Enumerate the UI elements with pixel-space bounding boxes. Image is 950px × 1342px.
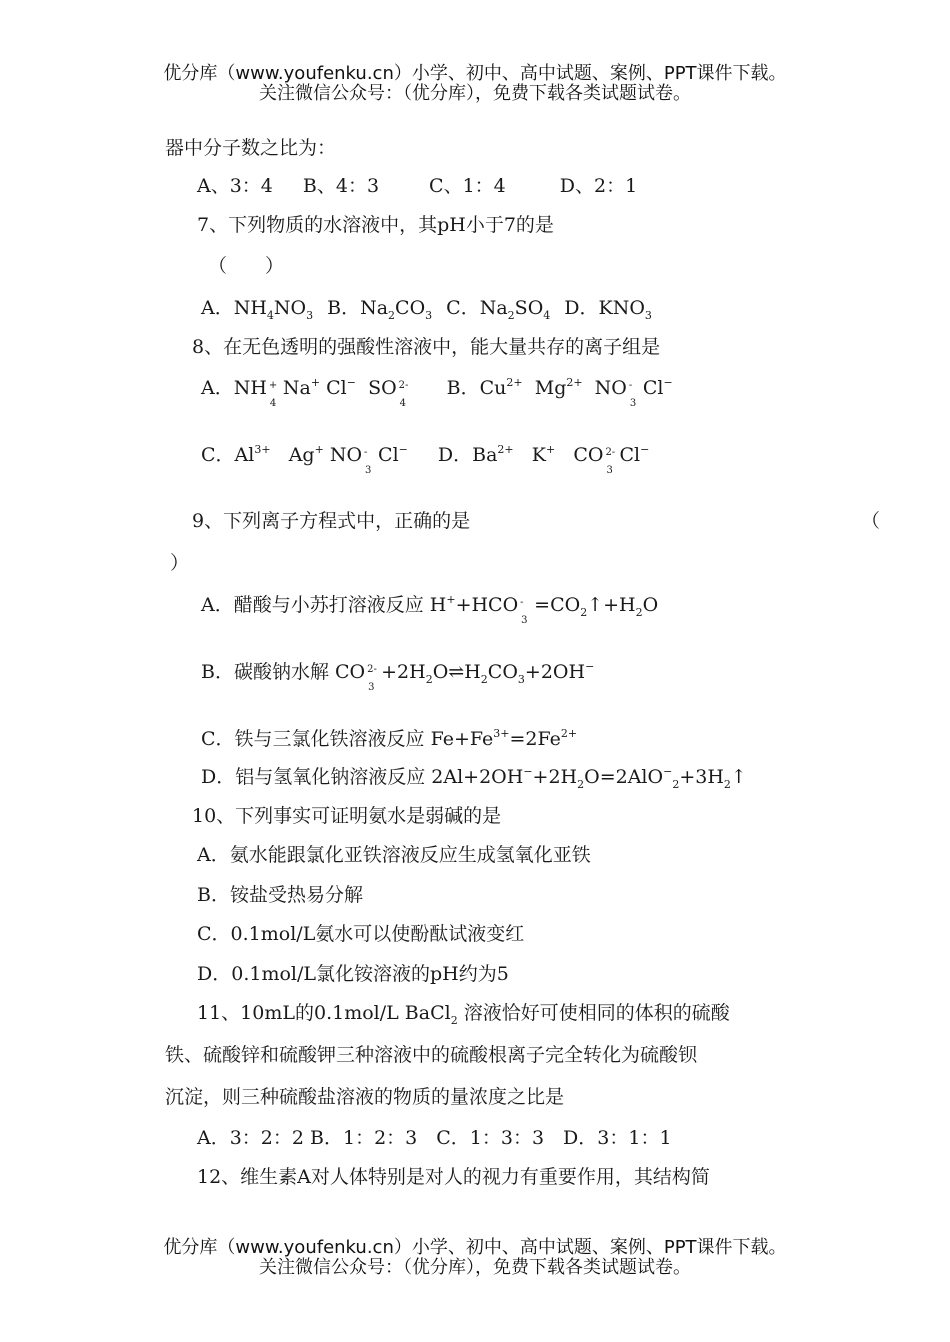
- header-line-2: 关注微信公众号：（优分库），免费下载各类试题试卷。: [259, 83, 691, 104]
- q9-paren-open: （: [861, 510, 881, 532]
- q8-option-b: B．$Cu^{2+}$ $Mg^{2+}$ NO - 3 Cl−: [446, 376, 673, 409]
- q8-options-ab: [201, 376, 673, 409]
- q9-paren-close: ）: [170, 552, 190, 574]
- q7-option-b: B．$Na_2CO_3$: [327, 297, 433, 322]
- q7-option-a: A．$NH_4NO_3$: [201, 297, 314, 322]
- q10-option-a: A．氨水能跟氯化亚铁溶液反应生成氢氧化亚铁: [197, 844, 591, 866]
- q11-line-2: 铁、硫酸锌和硫酸钾三种溶液中的硫酸根离子完全转化为硫酸钡: [165, 1044, 698, 1066]
- q9-option-d: D．铝与氢氧化钠溶液反应 $2Al+2OH^-+2H_2O=2AlO^-_2+3H_2↑$: [201, 765, 747, 791]
- q9-stem: 9、下列离子方程式中，正确的是: [192, 510, 471, 532]
- q11-line-1: 11、10mL的0.1mol/L BaCl$_2$ 溶液恰好可使相同的体积的硫酸: [197, 1002, 730, 1027]
- q10-option-b: B．铵盐受热易分解: [197, 884, 363, 906]
- footer-line-2: 关注微信公众号：（优分库），免费下载各类试题试卷。: [259, 1257, 691, 1278]
- q7-stem: 7、下列物质的水溶液中，其pH小于7的是: [197, 214, 554, 236]
- q6-options: [197, 174, 637, 198]
- q6-tail: 器中分子数之比为：: [165, 137, 337, 159]
- q6-option-d: D、2：1: [559, 175, 638, 197]
- q8-option-d: D．$Ba^{2+}$ K+ CO 2- 3 Cl−: [437, 443, 650, 476]
- q6-option-b: B、4：3: [302, 175, 380, 197]
- q7-answer-paren: （ ）: [208, 255, 285, 277]
- page-footer: [0, 1238, 950, 1278]
- header-line-1: 优分库（www.youfenku.cn）小学、初中、高中试题、案例、PPT课件下载。: [163, 63, 787, 84]
- q6-option-a: A、3：4: [197, 175, 273, 197]
- q7-option-c: C．$Na_2SO_4$: [446, 297, 551, 322]
- q6-option-c: C、1：4: [429, 175, 506, 197]
- q11-options: A．3：2：2 B．1：2：3 C．1：3：3 D．3：1：1: [197, 1127, 672, 1149]
- q9-option-b: B．碳酸钠水解 CO 2- 3 $+2H_2O\rightleftharpoons H_2CO_3+2OH^-$: [201, 660, 595, 693]
- q11-line-3: 沉淀，则三种硫酸盐溶液的物质的量浓度之比是: [165, 1086, 565, 1108]
- q8-option-a: A．NH + 4 Na+ Cl− SO 2- 4: [201, 376, 409, 409]
- q8-options-cd: [201, 443, 650, 476]
- q9-option-a: A．醋酸与小苏打溶液反应 H++HCO - 3 $=CO_2↑+H_2O$: [201, 593, 659, 626]
- footer-line-1: 优分库（www.youfenku.cn）小学、初中、高中试题、案例、PPT课件下载。: [163, 1237, 787, 1258]
- q8-stem: 8、在无色透明的强酸性溶液中，能大量共存的离子组是: [192, 336, 661, 358]
- q9-option-c: C．铁与三氯化铁溶液反应 $Fe+Fe^{3+}=2Fe^{2+}$: [201, 727, 578, 750]
- q7-options: [201, 296, 652, 323]
- q10-stem: 10、下列事实可证明氨水是弱碱的是: [192, 805, 502, 827]
- q7-option-d: D．$KNO_3$: [564, 297, 652, 322]
- q10-option-c: C．0.1mol/L氨水可以使酚酞试液变红: [197, 923, 525, 945]
- page-header: [0, 64, 950, 104]
- q10-option-d: D．0.1mol/L氯化铵溶液的pH约为5: [197, 963, 509, 985]
- q8-option-c: C．$Al^{3+}$ Ag+ NO - 3 Cl−: [201, 443, 408, 476]
- q12-line-1: 12、维生素A对人体特别是对人的视力有重要作用，其结构简: [197, 1166, 710, 1188]
